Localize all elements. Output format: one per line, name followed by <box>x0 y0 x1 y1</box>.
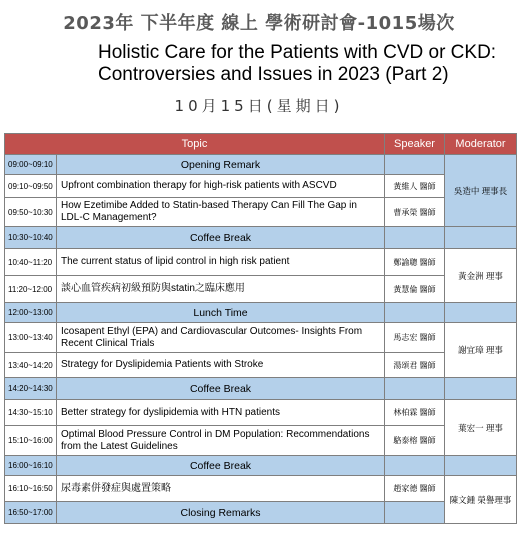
moderator-cell-empty <box>445 456 517 476</box>
agenda-row <box>5 456 517 476</box>
topic-cell: The current status of lipid control in high risk patient <box>57 249 385 276</box>
moderator-cell-empty <box>445 378 517 400</box>
time-cell: 14:30~15:10 <box>5 400 57 426</box>
topic-cell: Opening Remark <box>57 155 385 175</box>
header-moderator: Moderator <box>445 134 517 155</box>
moderator-cell-empty <box>445 303 517 323</box>
agenda-row <box>5 155 517 175</box>
agenda-row <box>5 378 517 400</box>
topic-cell: 尿毒素併發症與處置策略 <box>57 476 385 502</box>
agenda-row <box>5 323 517 353</box>
moderator-cell-empty <box>445 227 517 249</box>
event-title-line-2: Controversies and Issues in 2023 (Part 2) <box>98 64 449 85</box>
time-cell: 14:20~14:30 <box>5 378 57 400</box>
time-cell: 09:00~09:10 <box>5 155 57 175</box>
time-cell: 16:00~16:10 <box>5 456 57 476</box>
event-title-chinese: 2023年 下半年度 線上 學術研討會-1015場次 <box>63 13 455 34</box>
moderator-cell: 吳造中 理事長 <box>445 155 517 227</box>
time-cell: 10:30~10:40 <box>5 227 57 249</box>
time-cell: 15:10~16:00 <box>5 426 57 456</box>
agenda-row <box>5 175 517 198</box>
event-title-english <box>98 42 498 86</box>
speaker-cell: 黃維人 醫師 <box>385 175 445 198</box>
topic-cell: Coffee Break <box>57 378 385 400</box>
event-title-line-1: Holistic Care for the Patients with CVD or CKD: <box>98 42 497 63</box>
topic-cell: Lunch Time <box>57 303 385 323</box>
topic-cell: Icosapent Ethyl (EPA) and Cardiovascular Outcomes- Insights From Recent Clinical Trials <box>57 323 385 353</box>
topic-cell: Closing Remarks <box>57 502 385 524</box>
speaker-cell <box>385 456 445 476</box>
time-cell: 16:10~16:50 <box>5 476 57 502</box>
agenda-row <box>5 198 517 227</box>
topic-cell: Optimal Blood Pressure Control in DM Population: Recommendations from the Latest Guidelines <box>57 426 385 456</box>
speaker-cell <box>385 227 445 249</box>
time-cell: 11:20~12:00 <box>5 276 57 303</box>
speaker-cell: 曹承榮 醫師 <box>385 198 445 227</box>
event-date: 10月15日(星期日) <box>174 97 344 115</box>
time-cell: 13:00~13:40 <box>5 323 57 353</box>
topic-cell: Better strategy for dyslipidemia with HTN patients <box>57 400 385 426</box>
topic-cell: Strategy for Dyslipidemia Patients with Stroke <box>57 353 385 378</box>
agenda-table <box>4 133 517 524</box>
time-cell: 10:40~11:20 <box>5 249 57 276</box>
agenda-row <box>5 276 517 303</box>
topic-cell: 談心血管疾病初級預防與statin之臨床應用 <box>57 276 385 303</box>
moderator-cell: 陳文鍾 榮譽理事 <box>445 476 517 524</box>
time-cell: 09:10~09:50 <box>5 175 57 198</box>
topic-cell: Upfront combination therapy for high-risk patients with ASCVD <box>57 175 385 198</box>
topic-cell: How Ezetimibe Added to Statin-based Therapy Can Fill The Gap in LDL-C Management? <box>57 198 385 227</box>
moderator-cell: 謝宜璋 理事 <box>445 323 517 378</box>
agenda-row <box>5 249 517 276</box>
agenda-row <box>5 426 517 456</box>
speaker-cell: 湯頌君 醫師 <box>385 353 445 378</box>
time-cell: 13:40~14:20 <box>5 353 57 378</box>
speaker-cell <box>385 502 445 524</box>
header-speaker: Speaker <box>385 134 445 155</box>
speaker-cell: 鄭諭聰 醫師 <box>385 249 445 276</box>
speaker-cell: 趙家德 醫師 <box>385 476 445 502</box>
header-topic: Topic <box>5 134 385 155</box>
agenda-row <box>5 476 517 502</box>
speaker-cell: 馬志宏 醫師 <box>385 323 445 353</box>
speaker-cell: 林柏霖 醫師 <box>385 400 445 426</box>
time-cell: 12:00~13:00 <box>5 303 57 323</box>
agenda-row <box>5 227 517 249</box>
time-cell: 16:50~17:00 <box>5 502 57 524</box>
speaker-cell <box>385 155 445 175</box>
time-cell: 09:50~10:30 <box>5 198 57 227</box>
agenda-row <box>5 502 517 524</box>
topic-cell: Coffee Break <box>57 456 385 476</box>
speaker-cell: 駱泰榕 醫師 <box>385 426 445 456</box>
agenda-row <box>5 303 517 323</box>
topic-cell: Coffee Break <box>57 227 385 249</box>
agenda-row <box>5 353 517 378</box>
speaker-cell <box>385 303 445 323</box>
agenda-row <box>5 400 517 426</box>
agenda-header-row <box>5 134 517 155</box>
moderator-cell: 葉宏一 理事 <box>445 400 517 456</box>
speaker-cell <box>385 378 445 400</box>
speaker-cell: 黃慧倫 醫師 <box>385 276 445 303</box>
moderator-cell: 黃金洲 理事 <box>445 249 517 303</box>
